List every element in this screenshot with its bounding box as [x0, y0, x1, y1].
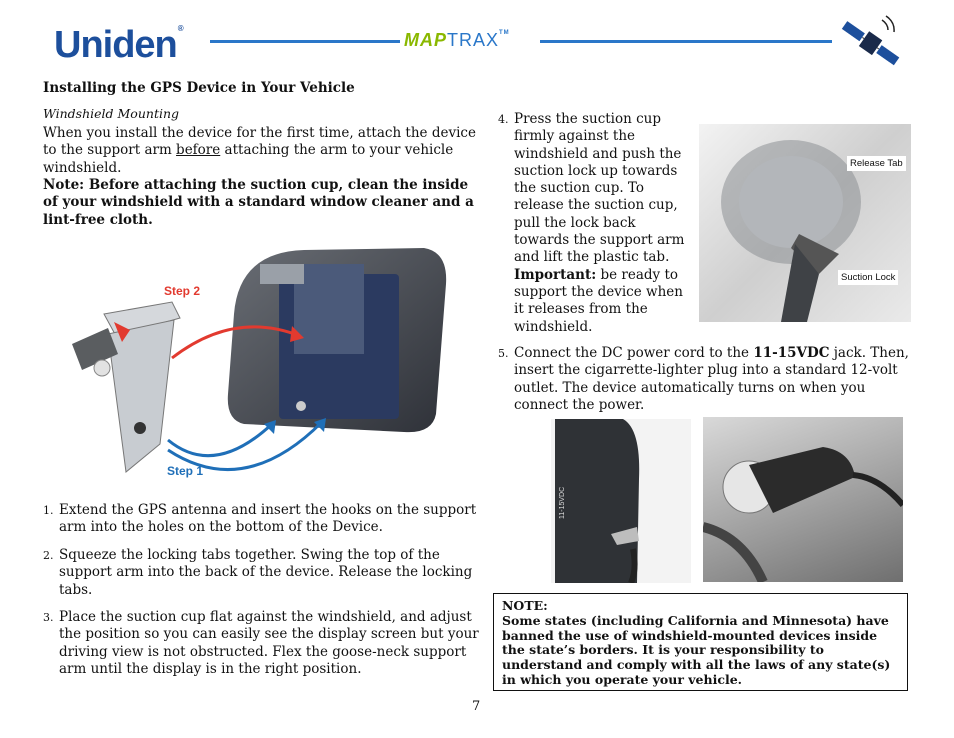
- step-2: 2. Squeeze the locking tabs together. Swing the top of the support arm into the back of the device. Release the locking tabs.: [43, 547, 473, 598]
- legal-note-text: Some states (including California and Minnesota) have banned the use of windshield-mounted devices inside the state’s borders. It is your responsibility to understand and comply with all the laws of any state(s) in which you operate your vehicle.: [502, 612, 891, 687]
- step-5: 5. Connect the DC power cord to the 11-15VDC jack. Then, insert the cigarrette-lighter plug into a standard 12-volt outlet. The device automatically turns on when you connect the power.: [498, 345, 909, 413]
- device-dc-jack-photo: [551, 419, 691, 583]
- cigarette-plug-photo: [703, 417, 903, 582]
- uniden-logo: Uniden®: [54, 24, 183, 66]
- suction-cup-photo: [699, 124, 911, 322]
- release-tab-label: Release Tab: [847, 156, 906, 171]
- satellite-icon: [834, 14, 906, 70]
- step1-label: Step 1: [167, 464, 204, 478]
- mounting-diagram: [64, 244, 454, 484]
- cleaning-note: Note: Before attaching the suction cup, clean the inside of your windshield with a standard window cleaner and a lint-free cloth.: [43, 177, 474, 228]
- step2-label: Step 2: [164, 284, 201, 298]
- step-4: 4. Press the suction cup firmly against the windshield and push the suction lock up towards the suction cup. To release the suction cup, pull the lock back towards the support arm and lift the plastic tab. Important: be ready to support the device when it releases from the windshield.: [498, 111, 685, 335]
- header-rule-left: [210, 40, 400, 43]
- step-1: 1. Extend the GPS antenna and insert the hooks on the support arm into the holes on the bottom of the Device.: [43, 502, 477, 536]
- page-number: 7: [472, 699, 481, 714]
- header-rule-right: [540, 40, 832, 43]
- suction-lock-label: Suction Lock: [838, 270, 898, 285]
- maptrax-logo: MAPTRAX™: [404, 30, 510, 50]
- legal-note-title: NOTE:: [502, 598, 548, 613]
- dc-jack-label: 11-15VDC: [559, 486, 566, 519]
- section-subheading: Windshield Mounting: [43, 106, 180, 121]
- step-3: 3. Place the suction cup flat against the windshield, and adjust the position so you can easily see the display screen but your driving view is not obstructed. Flex the goose-neck support arm until the display is in the right position.: [43, 609, 479, 677]
- intro-paragraph: When you install the device for the first time, attach the device to the support arm before attaching the arm to your vehicle windshield.: [43, 125, 476, 176]
- section-heading: Installing the GPS Device in Your Vehicle: [43, 80, 355, 96]
- legal-note-box: [493, 593, 908, 691]
